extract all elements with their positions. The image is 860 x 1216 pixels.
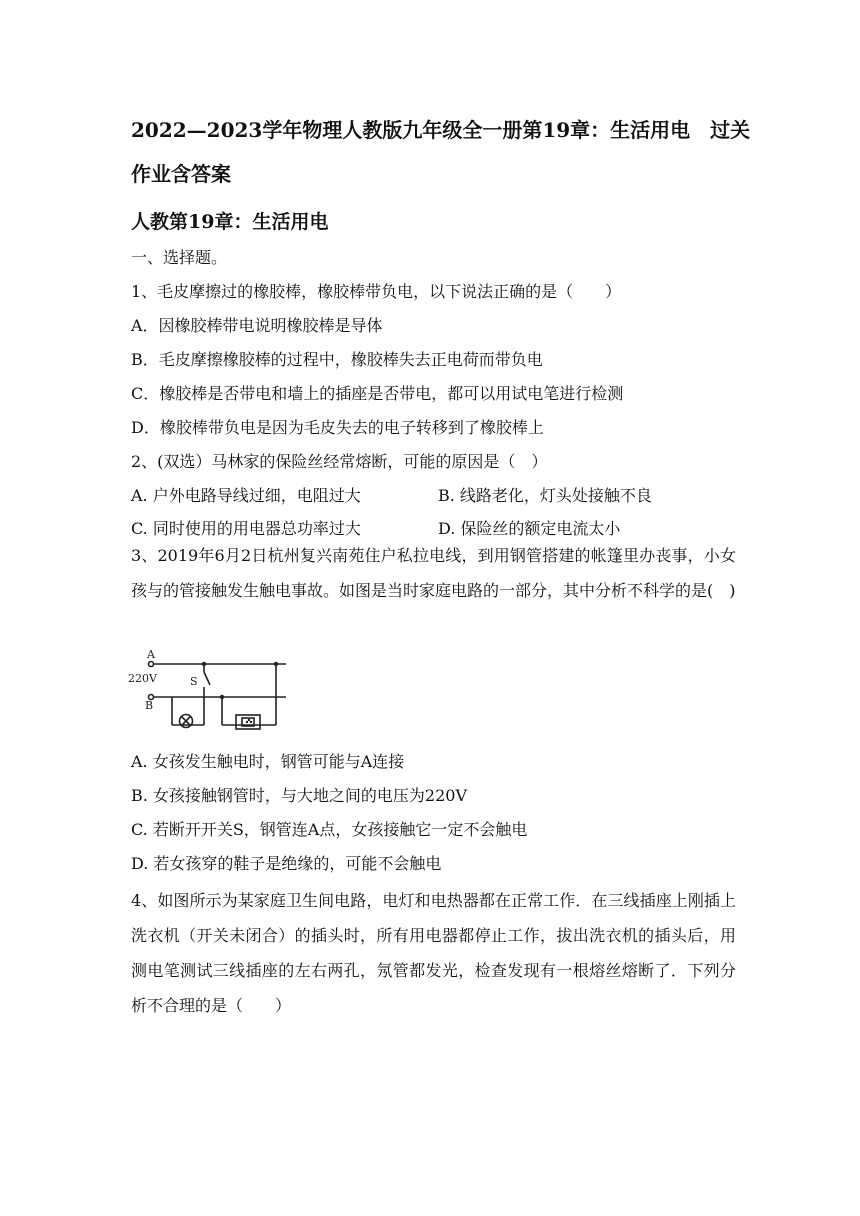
label-switch: S bbox=[190, 675, 198, 688]
part-heading: 一、选择题。 bbox=[131, 248, 228, 267]
question-1-option-d: D．橡胶棒带负电是因为毛皮失去的电子转移到了橡胶棒上 bbox=[131, 418, 544, 437]
question-4-stem: 4、如图所示为某家庭卫生间电路，电灯和电热器都在正常工作．在三线插座上刚插上洗衣机（开关未闭合）的插头时，所有用电器都停止工作，拔出洗衣机的插头后，用测电笔测试三线插座的左右两孔，氖管都发光，检查发现有一根熔丝熔断了．下列分析不合理的是（ ） bbox=[131, 891, 736, 1015]
question-3-option-b: B. 女孩接触钢管时，与大地之间的电压为220V bbox=[131, 786, 468, 805]
question-3-option-d: D. 若女孩穿的鞋子是绝缘的，可能不会触电 bbox=[131, 854, 442, 873]
switch-blade bbox=[204, 672, 210, 685]
question-2-option-b: B. 线路老化，灯头处接触不良 bbox=[438, 486, 652, 505]
document-title: 2022—2023学年物理人教版九年级全一册第19章：生活用电 过关作业含答案 bbox=[131, 118, 751, 186]
question-3-option-a: A. 女孩发生触电时，钢管可能与A连接 bbox=[131, 752, 405, 771]
question-2-option-d: D. 保险丝的额定电流太小 bbox=[438, 519, 621, 538]
question-3-stem: 3、2019年6月2日杭州复兴南苑住户私拉电线，到用钢管搭建的帐篷里办丧事，小女孩与的管接触发生触电事故。如图是当时家庭电路的一部分，其中分析不科学的是( ) bbox=[131, 546, 736, 600]
label-voltage: 220V bbox=[128, 672, 157, 685]
section-title: 人教第19章：生活用电 bbox=[131, 211, 329, 233]
circuit-diagram bbox=[126, 645, 296, 740]
question-1-option-c: C．橡胶棒是否带电和墙上的插座是否带电，都可以用试电笔进行检测 bbox=[131, 384, 624, 403]
question-1-option-a: A．因橡胶棒带电说明橡胶棒是导体 bbox=[131, 316, 383, 335]
terminal-a bbox=[149, 662, 154, 667]
question-3-option-c: C. 若断开开关S，钢管连A点，女孩接触它一定不会触电 bbox=[131, 820, 528, 839]
question-2-option-a: A. 户外电路导线过细，电阻过大 bbox=[131, 486, 361, 505]
label-b: B bbox=[145, 699, 154, 712]
question-2-stem: 2、(双选）马林家的保险丝经常熔断，可能的原因是（ ） bbox=[131, 452, 548, 471]
label-a: A bbox=[147, 648, 155, 661]
question-2-option-c: C. 同时使用的用电器总功率过大 bbox=[131, 519, 361, 538]
question-1-option-b: B．毛皮摩擦橡胶棒的过程中，橡胶棒失去正电荷而带负电 bbox=[131, 350, 543, 369]
question-1-stem: 1、毛皮摩擦过的橡胶棒，橡胶棒带负电，以下说法正确的是（ ） bbox=[131, 282, 622, 301]
